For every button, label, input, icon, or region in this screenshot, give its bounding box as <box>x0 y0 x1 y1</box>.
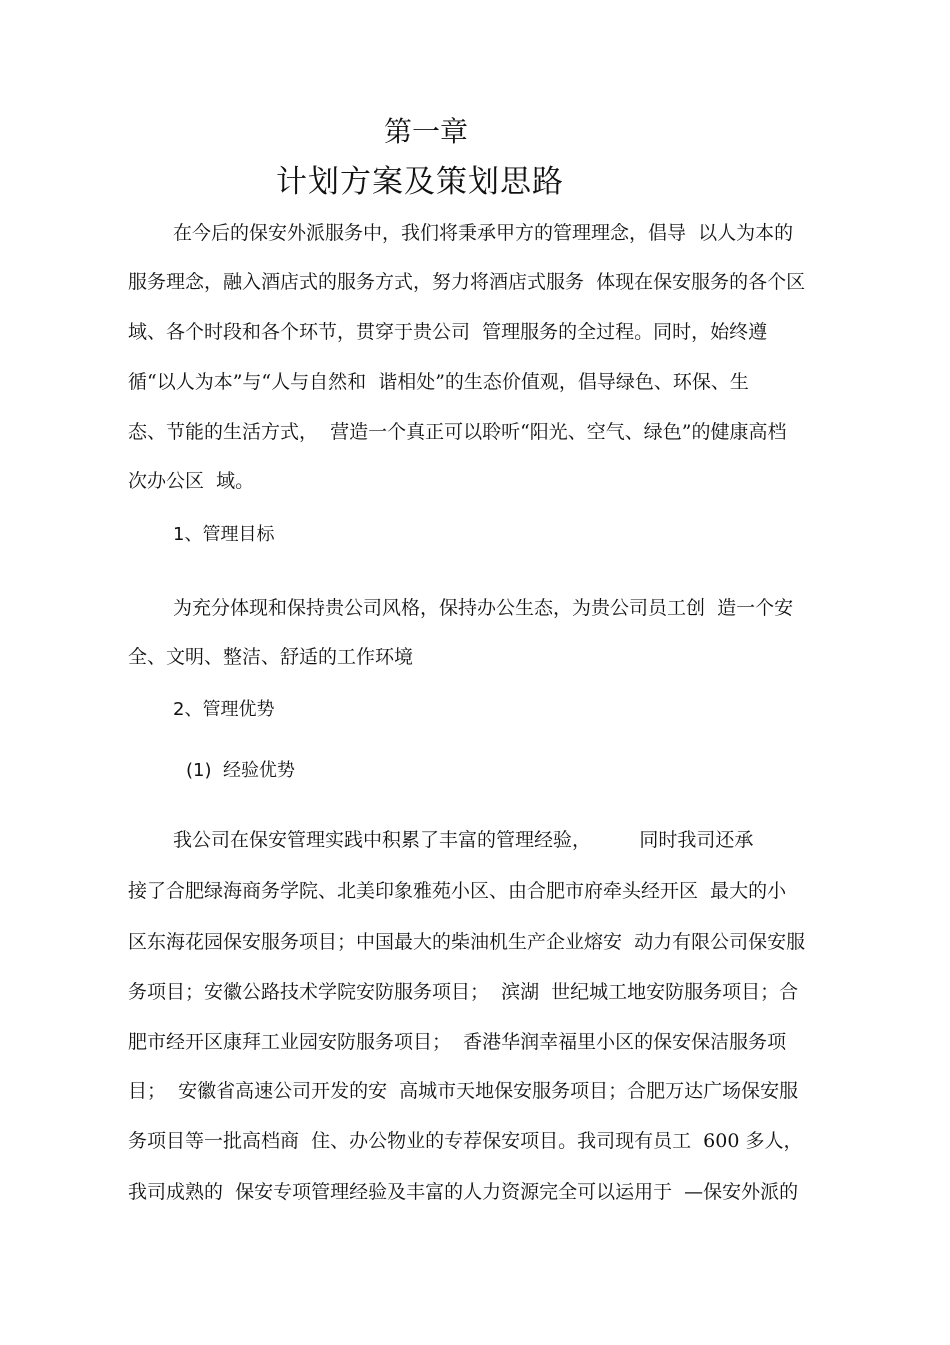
paragraph-line: 全、文明、整洁、舒适的工作环境 <box>128 646 414 668</box>
paragraph-line: 接了合肥绿海商务学院、北美印象雅苑小区、由合肥市府牵头经开区 最大的小 <box>128 880 787 902</box>
paragraph-line: 我公司在保安管理实践中积累了丰富的管理经验， 同时我司还承 <box>173 829 754 851</box>
page-title: 计划方案及策划思路 <box>276 164 564 200</box>
paragraph-line: 目； 安徽省高速公司开发的安 高城市天地保安服务项目；合肥万达广场保安服 <box>128 1080 799 1102</box>
paragraph-line: 态、节能的生活方式， 营造一个真正可以聆听“阳光、空气、绿色”的健康高档 <box>128 421 787 443</box>
paragraph-line: 在今后的保安外派服务中，我们将秉承甲方的管理理念，倡导 以人为本的 <box>173 222 794 244</box>
subsection-heading-experience: (1) 经验优势 <box>186 760 295 781</box>
section-heading-goals: 1、管理目标 <box>173 524 275 545</box>
paragraph-line: 循“以人为本”与“人与自然和 谐相处”的生态价值观，倡导绿色、环保、生 <box>128 371 749 393</box>
paragraph-line: 肥市经开区康拜工业园安防服务项目； 香港华润幸福里小区的保安保洁服务项 <box>128 1031 787 1053</box>
paragraph-line: 服务理念，融入酒店式的服务方式，努力将酒店式服务 体现在保安服务的各个区 <box>128 271 806 293</box>
paragraph-line: 为充分体现和保持贵公司风格，保持办公生态，为贵公司员工创 造一个安 <box>173 597 794 619</box>
paragraph-line: 次办公区 域。 <box>128 470 255 492</box>
chapter-heading: 第一章 <box>384 115 469 148</box>
section-heading-advantages: 2、管理优势 <box>173 699 275 720</box>
paragraph-line: 域、各个时段和各个环节，贯穿于贵公司 管理服务的全过程。同时，始终遵 <box>128 321 768 343</box>
paragraph-line: 务项目；安徽公路技术学院安防服务项目； 滨湖 世纪城工地安防服务项目；合 <box>128 981 799 1003</box>
paragraph-line: 务项目等一批高档商 住、办公物业的专荐保安项目。我司现有员工 600 多人， <box>128 1130 803 1152</box>
paragraph-line: 我司成熟的 保安专项管理经验及丰富的人力资源完全可以运用于 —保安外派的 <box>128 1181 799 1203</box>
paragraph-line: 区东海花园保安服务项目；中国最大的柴油机生产企业熔安 动力有限公司保安服 <box>128 931 806 953</box>
